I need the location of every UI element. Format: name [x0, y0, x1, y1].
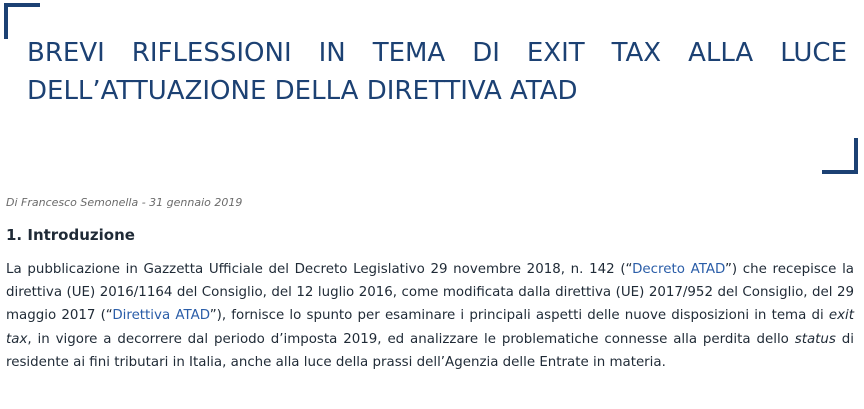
article-byline: Di Francesco Semonella - 31 gennaio 2019	[6, 196, 243, 209]
paragraph-text-3: ”), fornisce lo spunto per esaminare i principali aspetti delle nuove disposizioni in tema di	[209, 308, 829, 324]
article-title	[27, 34, 847, 110]
emphasis-status: status	[794, 331, 836, 347]
decorative-corner-bottom-right	[822, 138, 858, 174]
article-paragraph	[6, 258, 854, 374]
article-title-line-2: DELL’ATTUAZIONE DELLA DIRETTIVA ATAD	[27, 76, 578, 106]
paragraph-text-5: di residente ai fini tributari in Italia, anche alla luce della prassi dell’Agenzia delle Entrate in materia.	[6, 331, 854, 370]
article-title-line-1: BREVI RIFLESSIONI IN TEMA DI EXIT TAX ALLA LUCE	[27, 38, 847, 68]
paragraph-text-1: La pubblicazione in Gazzetta Ufficiale del Decreto Legislativo 29 novembre 2018, n. 142 (“	[6, 262, 633, 277]
link-decreto-atad[interactable]: Decreto ATAD	[632, 262, 725, 277]
emphasis-exit-tax: exit tax	[6, 308, 854, 347]
paragraph-text-2: ”) che recepisce la direttiva (UE) 2016/1164 del Consiglio, del 12 luglio 2016, come modificata dalla direttiva (UE) 2017/952 del Consiglio, del 29 maggio 2017 (“	[6, 262, 854, 324]
paragraph-text-4: , in vigore a decorrere dal periodo d’imposta 2019, ed analizzare le problematiche connesse alla perdita dello	[27, 331, 795, 347]
section-heading: 1. Introduzione	[6, 226, 135, 244]
link-direttiva-atad[interactable]: Direttiva ATAD	[112, 308, 210, 324]
